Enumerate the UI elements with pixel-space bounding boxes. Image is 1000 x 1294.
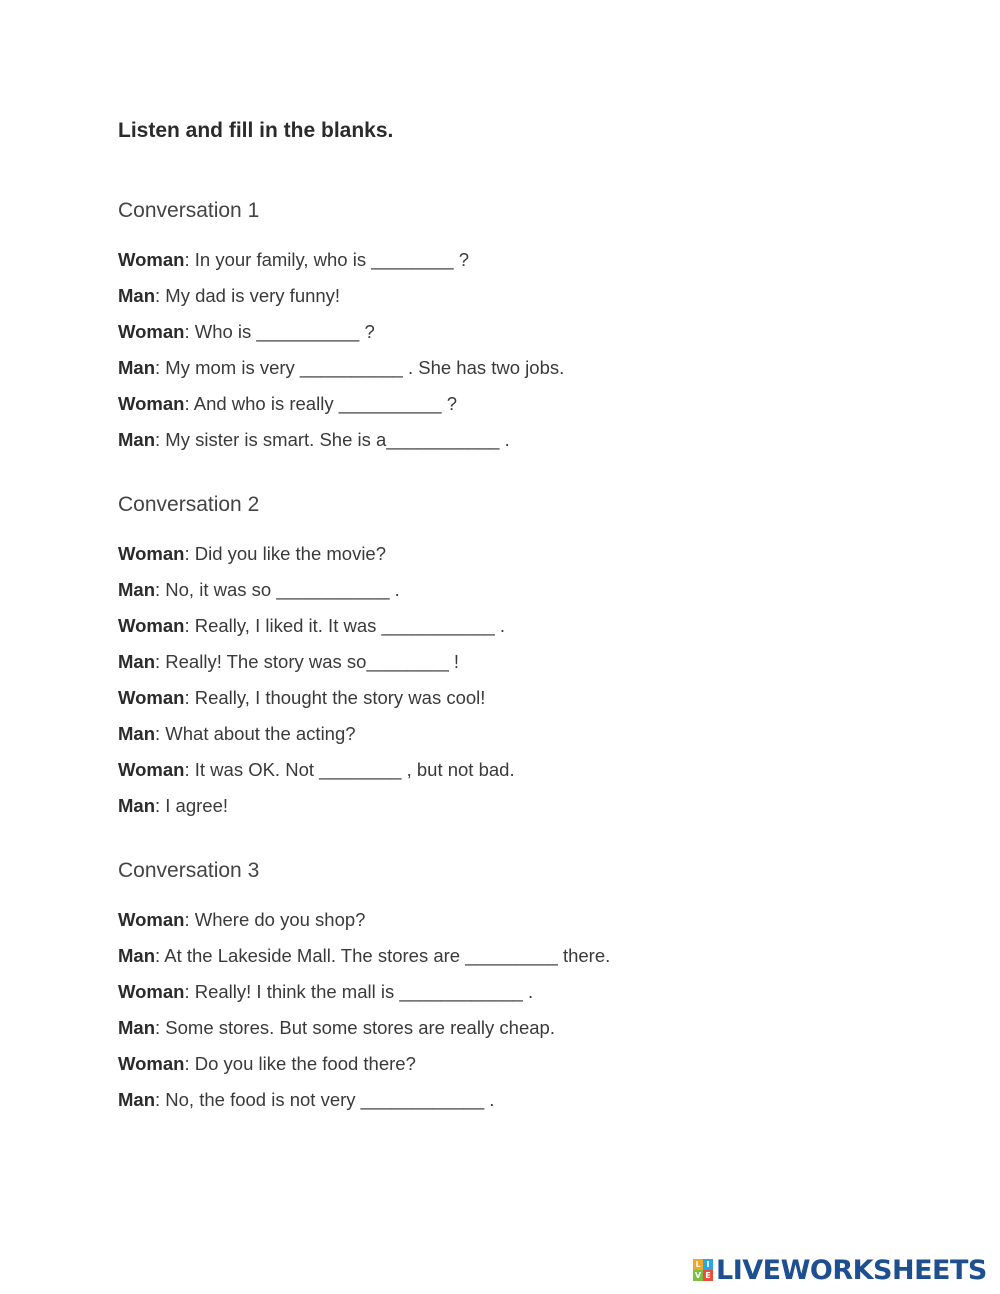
dialogue-line [118,651,459,673]
liveworksheets-logo[interactable] [693,1253,987,1287]
dialogue-line [118,723,356,745]
line-text: : I agree! [155,795,229,816]
logo-mark-letter: E [703,1270,713,1281]
dialogue-line [118,909,365,931]
line-text: : Who is __________ ? [184,321,375,342]
line-text: : In your family, who is ________ ? [184,249,469,270]
dialogue-line [118,357,564,379]
dialogue-line [118,543,386,565]
dialogue-line [118,795,228,817]
line-text: : Really, I liked it. It was ___________ . [184,615,505,636]
line-text: : My dad is very funny! [155,285,341,306]
speaker-label: Man [118,723,155,744]
line-text: : No, it was so ___________ . [155,579,400,600]
speaker-label: Woman [118,615,185,636]
line-text: : Some stores. But some stores are really cheap. [155,1017,555,1038]
speaker-label: Woman [118,909,185,930]
speaker-label: Woman [118,393,185,414]
logo-mark-letter: I [703,1259,713,1270]
dialogue-line [118,579,400,601]
logo-mark-icon [693,1259,713,1281]
dialogue-line [118,1017,555,1039]
dialogue-line [118,945,610,967]
line-text: : No, the food is not very ____________ . [155,1089,495,1110]
line-text: : My sister is smart. She is a___________ . [155,429,510,450]
conversation-2-heading: Conversation 2 [118,493,260,516]
dialogue-line [118,285,340,307]
line-text: : Do you like the food there? [184,1053,416,1074]
line-text: : At the Lakeside Mall. The stores are _________ there. [155,945,611,966]
line-text: : Really! I think the mall is ____________ . [184,981,534,1002]
dialogue-line [118,687,485,709]
line-text: : My mom is very __________ . She has two jobs. [155,357,565,378]
speaker-label: Woman [118,321,185,342]
conversation-1-heading: Conversation 1 [118,199,260,222]
line-text: : Really, I thought the story was cool! [184,687,486,708]
logo-mark-letter: V [694,1271,702,1280]
line-text: : Did you like the movie? [184,543,387,564]
line-text: : What about the acting? [155,723,356,744]
page-title: Listen and fill in the blanks. [118,119,394,142]
speaker-label: Woman [118,249,185,270]
logo-text: LIVEWORKSHEETS [716,1254,987,1286]
line-text: : Where do you shop? [184,909,366,930]
line-text: : And who is really __________ ? [184,393,458,414]
speaker-label: Man [118,579,155,600]
speaker-label: Man [118,795,155,816]
speaker-label: Man [118,429,155,450]
line-text: : Really! The story was so________ ! [155,651,460,672]
speaker-label: Man [118,285,155,306]
dialogue-line [118,393,457,415]
speaker-label: Woman [118,687,185,708]
logo-mark-letter: L [693,1259,703,1270]
dialogue-line [118,249,469,271]
speaker-label: Man [118,1017,155,1038]
speaker-label: Man [118,651,155,672]
dialogue-line [118,321,375,343]
dialogue-line [118,1089,494,1111]
dialogue-line [118,759,515,781]
line-text: : It was OK. Not ________ , but not bad. [184,759,515,780]
speaker-label: Man [118,945,155,966]
conversation-3-heading: Conversation 3 [118,859,260,882]
dialogue-line [118,1053,416,1075]
dialogue-line [118,981,533,1003]
speaker-label: Woman [118,1053,185,1074]
dialogue-line [118,429,510,451]
speaker-label: Man [118,1089,155,1110]
speaker-label: Woman [118,759,185,780]
speaker-label: Woman [118,981,185,1002]
speaker-label: Woman [118,543,185,564]
speaker-label: Man [118,357,155,378]
dialogue-line [118,615,505,637]
